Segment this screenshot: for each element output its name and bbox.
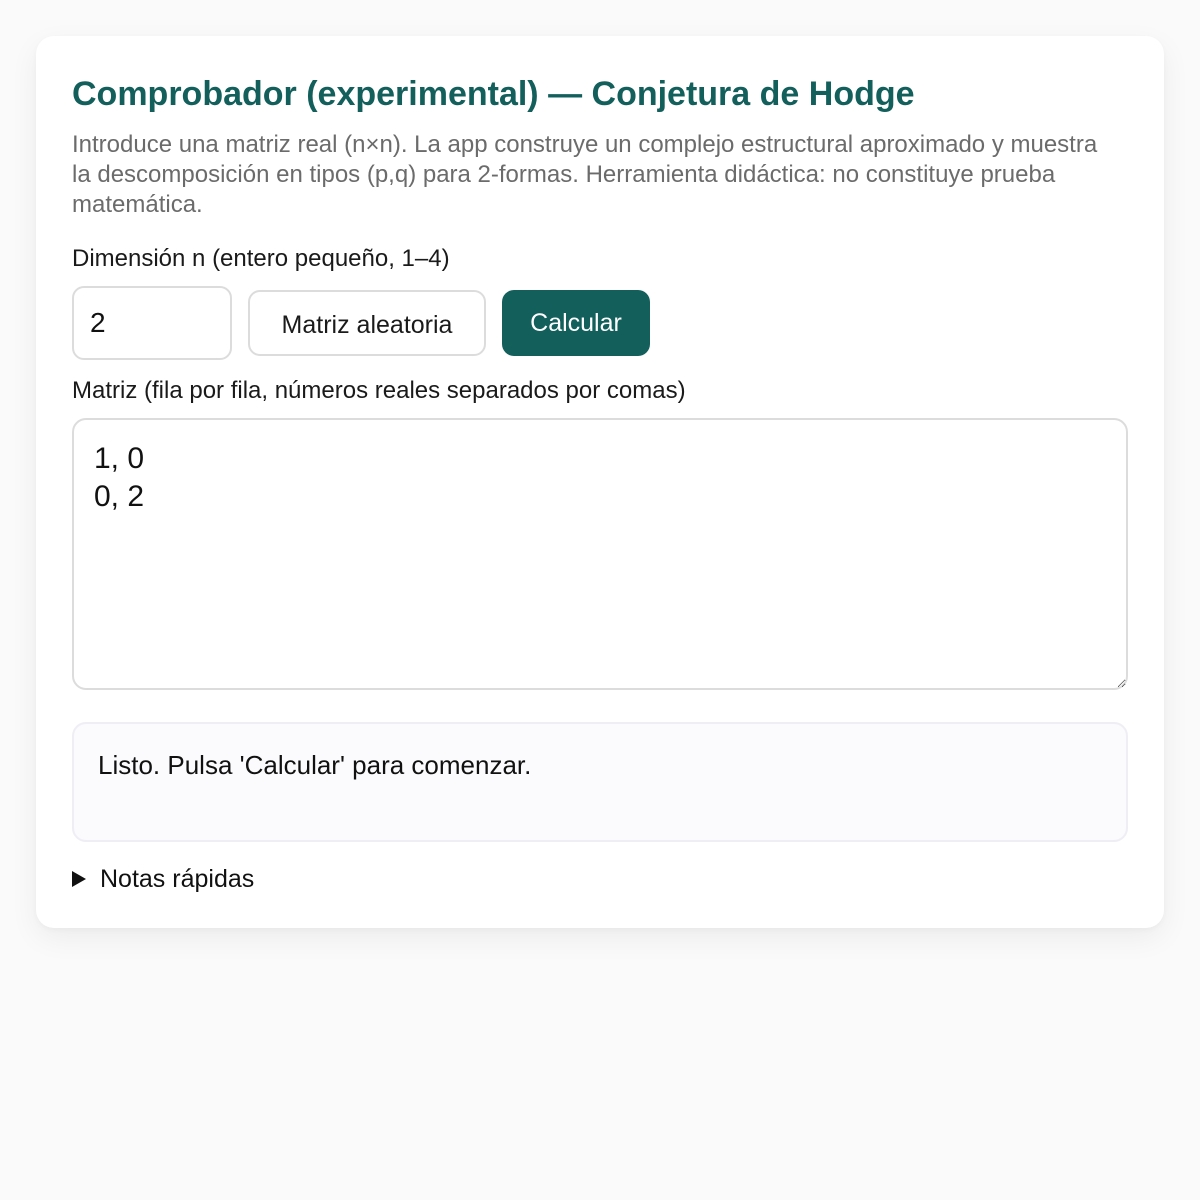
random-matrix-button[interactable]: Matriz aleatoria [248, 290, 486, 356]
page-description: Introduce una matriz real (n×n). La app construye un complejo estructural aproximado y muestra la descomposición en tipos (p,q) para 2-formas. Herramienta didáctica: no constituye prueba matemática. [72, 131, 1098, 218]
calculate-button[interactable]: Calcular [502, 290, 650, 356]
page-title: Comprobador (experimental) — Conjetura de Hodge [72, 75, 915, 113]
notes-toggle[interactable] [72, 862, 254, 896]
notes-label: Notas rápidas [100, 865, 255, 893]
dimension-input[interactable] [72, 286, 232, 360]
triangle-right-icon [72, 871, 86, 887]
dimension-label: Dimensión n (entero pequeño, 1–4) [72, 245, 450, 272]
app-card [36, 36, 1164, 928]
status-panel [72, 722, 1128, 842]
matrix-textarea[interactable] [72, 418, 1128, 690]
status-text: Listo. Pulsa 'Calcular' para comenzar. [98, 750, 532, 780]
matrix-label: Matriz (fila por fila, números reales separados por comas) [72, 377, 686, 404]
